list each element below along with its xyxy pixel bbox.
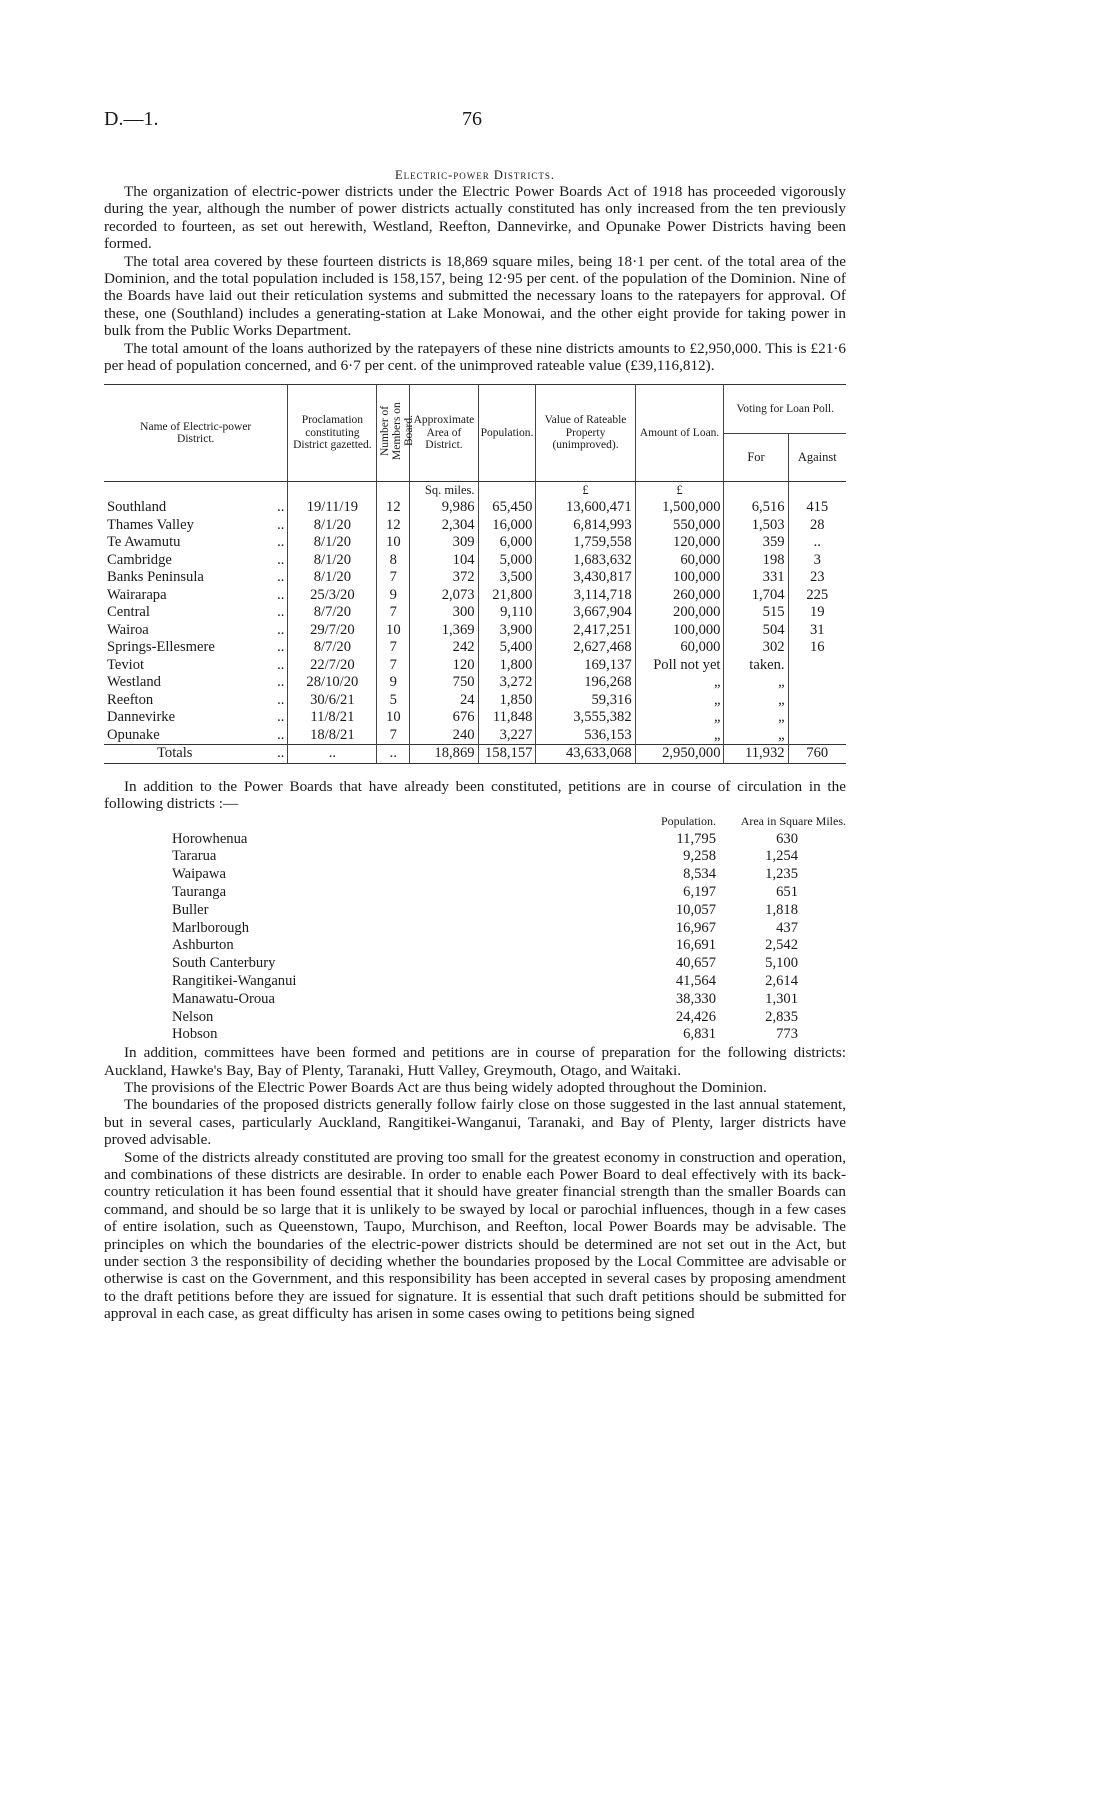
cell-date: 8/1/20	[288, 534, 377, 552]
petition-population: 11,795	[676, 830, 716, 847]
petition-population: 16,967	[675, 919, 716, 936]
cell-value: 13,600,471	[536, 499, 635, 517]
cell-loan: 100,000	[635, 622, 724, 640]
header-district-name: Name of Electric-power District.	[104, 385, 288, 482]
total-against: 760	[788, 745, 846, 764]
district-name: Thames Valley	[107, 516, 194, 533]
petition-area: 773	[776, 1026, 798, 1043]
unit-area: Sq. miles.	[410, 481, 478, 499]
cell-value: 1,759,558	[536, 534, 635, 552]
header-rateable-value: Value of Rateable Property (unimproved).	[536, 385, 635, 482]
petition-area: 1,818	[765, 901, 798, 918]
cell-area: 104	[410, 552, 478, 570]
cell-loan: 120,000	[635, 534, 724, 552]
cell-for: 331	[724, 569, 788, 587]
table-row: Reefton .. 30/6/21 5 24 1,850 59,316 „ „	[104, 692, 846, 710]
cell-loan: Poll not yet	[635, 657, 724, 675]
totals-label: Totals	[157, 745, 193, 762]
list-item	[172, 955, 846, 973]
cell-against: 23	[788, 569, 846, 587]
cell-value: 3,114,718	[536, 587, 635, 605]
petition-district: Rangitikei-Wanganui	[172, 972, 297, 989]
list-item	[172, 937, 846, 955]
section-title: Electric-power Districts.	[394, 168, 556, 182]
page-number: 76	[462, 108, 482, 130]
cell-area: 1,369	[410, 622, 478, 640]
cell-area: 120	[410, 657, 478, 675]
cell-value: 59,316	[536, 692, 635, 710]
petition-population: 6,197	[683, 883, 716, 900]
table-row: Westland .. 28/10/20 9 750 3,272 196,268 „ „	[104, 674, 846, 692]
petitions-header-population: Population.	[660, 813, 716, 828]
cell-date: 18/8/21	[288, 727, 377, 745]
header-area: Approximate Area of District.	[410, 385, 478, 482]
district-name: Southland	[107, 499, 167, 516]
petition-district: Waipawa	[172, 866, 226, 883]
cell-against: ..	[788, 534, 846, 552]
cell-date: 8/7/20	[288, 639, 377, 657]
cell-value: 3,667,904	[536, 604, 635, 622]
cell-members: 7	[377, 727, 410, 745]
cell-area: 309	[410, 534, 478, 552]
cell-date: 8/7/20	[288, 604, 377, 622]
cell-area: 2,304	[410, 517, 478, 535]
cell-population: 16,000	[478, 517, 536, 535]
table-row: Banks Peninsula .. 8/1/20 7 372 3,500 3,430,817 100,000 331 23	[104, 569, 846, 587]
list-item	[172, 1009, 846, 1027]
cell-against	[788, 727, 846, 745]
total-area: 18,869	[410, 745, 478, 764]
cell-members: 7	[377, 639, 410, 657]
cell-members: 9	[377, 587, 410, 605]
header-loan: Amount of Loan.	[635, 385, 724, 482]
cell-population: 9,110	[478, 604, 536, 622]
petition-area: 1,235	[765, 866, 798, 883]
cell-population: 65,450	[478, 499, 536, 517]
cell-against: 31	[788, 622, 846, 640]
cell-value: 196,268	[536, 674, 635, 692]
list-item	[172, 866, 846, 884]
cell-loan: „	[635, 692, 724, 710]
cell-members: 9	[377, 674, 410, 692]
cell-for: „	[724, 692, 788, 710]
cell-date: 30/6/21	[288, 692, 377, 710]
table-row: Cambridge .. 8/1/20 8 104 5,000 1,683,632 60,000 198 3	[104, 552, 846, 570]
cell-loan: 550,000	[635, 517, 724, 535]
cell-against	[788, 709, 846, 727]
petition-district: Tararua	[172, 848, 217, 865]
total-for: 11,932	[724, 745, 788, 764]
list-item	[172, 884, 846, 902]
petition-population: 9,258	[683, 848, 716, 865]
cell-value: 2,417,251	[536, 622, 635, 640]
intro-paragraph-1: The organization of electric-power districts under the Electric Power Boards Act of 1918 has proceeded vigorously during the year, although the number of power districts actually constituted has only increased from the ten previously recorded to fourteen, as set out herewith, Westland, Reefton, Dannevirke, and Opunake Power Districts having been formed.	[104, 183, 846, 253]
unit-value: £	[536, 481, 635, 499]
cell-against	[788, 674, 846, 692]
cell-loan: 60,000	[635, 639, 724, 657]
petition-district: Marlborough	[172, 919, 250, 936]
district-name: Reefton	[107, 691, 154, 708]
petition-district: Ashburton	[172, 937, 234, 954]
table-row: Thames Valley .. 8/1/20 12 2,304 16,000 6,814,993 550,000 1,503 28	[104, 517, 846, 535]
cell-population: 1,850	[478, 692, 536, 710]
petition-population: 38,330	[675, 990, 716, 1007]
cell-area: 24	[410, 692, 478, 710]
cell-date: 29/7/20	[288, 622, 377, 640]
district-name: Te Awamutu	[107, 534, 181, 551]
cell-loan: „	[635, 727, 724, 745]
cell-population: 1,800	[478, 657, 536, 675]
cell-area: 750	[410, 674, 478, 692]
cell-loan: 200,000	[635, 604, 724, 622]
table-row: Southland .. 19/11/19 12 9,986 65,450 13,600,471 1,500,000 6,516 415	[104, 499, 846, 517]
cell-for: 1,503	[724, 517, 788, 535]
cell-against: 19	[788, 604, 846, 622]
cell-value: 536,153	[536, 727, 635, 745]
header-against: Against	[788, 433, 846, 481]
cell-members: 7	[377, 569, 410, 587]
header-proclamation: Proclamation constituting District gazetted.	[288, 385, 377, 482]
cell-members: 5	[377, 692, 410, 710]
cell-population: 11,848	[478, 709, 536, 727]
petition-population: 24,426	[675, 1008, 716, 1025]
cell-for: 359	[724, 534, 788, 552]
cell-against: 225	[788, 587, 846, 605]
cell-members: 10	[377, 709, 410, 727]
cell-area: 300	[410, 604, 478, 622]
list-item	[172, 848, 846, 866]
cell-loan: 60,000	[635, 552, 724, 570]
district-name: Central	[107, 604, 150, 621]
list-item	[172, 920, 846, 938]
petition-district: Nelson	[172, 1008, 214, 1025]
closing-paragraph-1: In addition, committees have been formed and petitions are in course of preparation for the following districts: Auckland, Hawke's Bay, Bay of Plenty, Taranaki, Hutt Valley, Greymouth, Otago, and Waitaki.	[104, 1044, 846, 1079]
totals-row: Totals .. .. .. 18,869 158,157 43,633,068 2,950,000 11,932 760	[104, 745, 846, 764]
cell-members: 12	[377, 499, 410, 517]
cell-for: 515	[724, 604, 788, 622]
district-name: Cambridge	[107, 551, 172, 568]
header-members: Number of Members on Board.	[377, 385, 410, 482]
petition-district: South Canterbury	[172, 955, 276, 972]
table-row: Springs-Ellesmere .. 8/7/20 7 242 5,400 2,627,468 60,000 302 16	[104, 639, 846, 657]
list-item	[172, 973, 846, 991]
cell-loan: 100,000	[635, 569, 724, 587]
cell-against: 28	[788, 517, 846, 535]
total-loan: 2,950,000	[635, 745, 724, 764]
intro-paragraph-3: The total amount of the loans authorized by the ratepayers of these nine districts amounts to £2,950,000. This is £21·6 per head of population concerned, and 6·7 per cent. of the unimproved rateable value (£39,116,812).	[104, 339, 846, 375]
cell-population: 21,800	[478, 587, 536, 605]
petition-population: 40,657	[675, 955, 716, 972]
cell-against: 16	[788, 639, 846, 657]
petition-population: 41,564	[675, 972, 716, 989]
list-item	[172, 991, 846, 1009]
closing-paragraph-2: The provisions of the Electric Power Boards Act are thus being widely adopted throughout the Dominion.	[124, 1078, 767, 1096]
unit-loan: £	[635, 481, 724, 499]
cell-population: 3,227	[478, 727, 536, 745]
cell-value: 1,683,632	[536, 552, 635, 570]
page-body	[104, 168, 846, 1323]
petition-district: Manawatu-Oroua	[172, 990, 275, 1007]
cell-against: 415	[788, 499, 846, 517]
district-name: Opunake	[107, 726, 160, 743]
petition-area: 651	[776, 883, 798, 900]
districts-table	[104, 384, 846, 764]
cell-against: 3	[788, 552, 846, 570]
section-reference: D.—1.	[104, 108, 159, 130]
table-row: Te Awamutu .. 8/1/20 10 309 6,000 1,759,558 120,000 359 ..	[104, 534, 846, 552]
petition-area: 2,542	[765, 937, 798, 954]
cell-date: 8/1/20	[288, 517, 377, 535]
cell-date: 8/1/20	[288, 552, 377, 570]
closing-paragraph-4: Some of the districts already constituted are proving too small for the greatest economy in construction and operation, and combinations of these districts are desirable. In order to enable each Power Board to deal effectively with its back-country reticulation it has been found essential that it should have greater financial strength than the smaller Boards can command, and should be so large that it is unlikely to be swayed by local or parochial influences, though in a few cases of entire isolation, such as Queenstown, Taupo, Murchison, and Reefton, local Power Boards may be advisable. The principles on which the boundaries of the electric-power districts should be determined are not set out in the Act, but under section 3 the responsibility of deciding whether the boundaries proposed by the Local Committee are advisable or otherwise is cast on the Government, and this responsibility has been accepted in several cases by proposing amendment to the draft petitions before they are issued for signature. It is essential that such draft petitions should be submitted for approval in each case, as great difficulty has arisen in some cases owing to petitions being signed	[104, 1148, 846, 1323]
cell-for: taken.	[724, 657, 788, 675]
petition-district: Hobson	[172, 1026, 218, 1043]
cell-population: 3,500	[478, 569, 536, 587]
list-item	[172, 831, 846, 849]
list-item	[172, 902, 846, 920]
cell-date: 11/8/21	[288, 709, 377, 727]
header-voting: Voting for Loan Poll.	[724, 385, 846, 433]
cell-value: 3,555,382	[536, 709, 635, 727]
cell-members: 7	[377, 604, 410, 622]
petition-area: 630	[776, 830, 798, 847]
cell-members: 12	[377, 517, 410, 535]
cell-value: 2,627,468	[536, 639, 635, 657]
cell-for: „	[724, 674, 788, 692]
table-row: Dannevirke .. 11/8/21 10 676 11,848 3,555,382 „ „	[104, 709, 846, 727]
intro-paragraph-2: The total area covered by these fourteen districts is 18,869 square miles, being 18·1 per cent. of the total area of the Dominion, and the total population included is 158,157, being 12·95 per cent. of the population of the Dominion. Nine of the Boards have laid out their reticulation systems and submitted the necessary loans to the ratepayers for approval. Of these, one (Southland) includes a generating-station at Lake Monowai, and the other eight provide for taking power in bulk from the Public Works Department.	[104, 252, 846, 340]
cell-for: 198	[724, 552, 788, 570]
district-name: Westland	[107, 674, 161, 691]
total-value: 43,633,068	[536, 745, 635, 764]
cell-value: 6,814,993	[536, 517, 635, 535]
petition-area: 2,835	[765, 1008, 798, 1025]
petition-area: 1,301	[765, 990, 798, 1007]
petition-population: 10,057	[675, 901, 716, 918]
table-row: Wairoa .. 29/7/20 10 1,369 3,900 2,417,251 100,000 504 31	[104, 622, 846, 640]
cell-date: 19/11/19	[288, 499, 377, 517]
cell-loan: „	[635, 674, 724, 692]
table-row: Central .. 8/7/20 7 300 9,110 3,667,904 200,000 515 19	[104, 604, 846, 622]
cell-loan: „	[635, 709, 724, 727]
cell-members: 8	[377, 552, 410, 570]
district-name: Wairarapa	[107, 586, 167, 603]
petitions-header-area: Area in Square Miles.	[740, 813, 846, 828]
cell-against	[788, 657, 846, 675]
petitions-table	[172, 813, 846, 1044]
petition-population: 8,534	[683, 866, 716, 883]
district-name: Teviot	[107, 656, 145, 673]
cell-population: 6,000	[478, 534, 536, 552]
petition-area: 1,254	[765, 848, 798, 865]
cell-for: „	[724, 709, 788, 727]
cell-population: 5,400	[478, 639, 536, 657]
cell-for: 6,516	[724, 499, 788, 517]
cell-for: 1,704	[724, 587, 788, 605]
petition-area: 2,614	[765, 972, 798, 989]
cell-date: 28/10/20	[288, 674, 377, 692]
district-name: Banks Peninsula	[107, 569, 204, 586]
cell-population: 3,900	[478, 622, 536, 640]
cell-loan: 260,000	[635, 587, 724, 605]
cell-date: 22/7/20	[288, 657, 377, 675]
table-row: Teviot .. 22/7/20 7 120 1,800 169,137 Poll not yet taken.	[104, 657, 846, 675]
petition-area: 5,100	[765, 955, 798, 972]
district-name: Dannevirke	[107, 709, 176, 726]
cell-area: 242	[410, 639, 478, 657]
cell-against	[788, 692, 846, 710]
cell-population: 5,000	[478, 552, 536, 570]
cell-for: 302	[724, 639, 788, 657]
petition-population: 6,831	[683, 1026, 716, 1043]
cell-members: 7	[377, 657, 410, 675]
cell-for: 504	[724, 622, 788, 640]
list-item	[172, 1026, 846, 1044]
cell-value: 3,430,817	[536, 569, 635, 587]
table-row: Wairarapa .. 25/3/20 9 2,073 21,800 3,114,718 260,000 1,704 225	[104, 587, 846, 605]
cell-area: 240	[410, 727, 478, 745]
cell-for: „	[724, 727, 788, 745]
total-population: 158,157	[478, 745, 536, 764]
cell-date: 8/1/20	[288, 569, 377, 587]
closing-paragraph-3: The boundaries of the proposed districts generally follow fairly close on those suggested in the last annual statement, but in several cases, particularly Auckland, Rangitikei-Wanganui, Taranaki, and Bay of Plenty, larger districts have proved advisable.	[104, 1096, 846, 1149]
petition-district: Horowhenua	[172, 830, 248, 847]
petition-area: 437	[776, 919, 798, 936]
cell-area: 2,073	[410, 587, 478, 605]
cell-loan: 1,500,000	[635, 499, 724, 517]
cell-area: 372	[410, 569, 478, 587]
cell-date: 25/3/20	[288, 587, 377, 605]
petitions-intro: In addition to the Power Boards that have already been constituted, petitions are in course of circulation in the following districts :—	[104, 777, 846, 813]
units-row	[104, 481, 846, 499]
table-row: Opunake .. 18/8/21 7 240 3,227 536,153 „ „	[104, 727, 846, 745]
cell-population: 3,272	[478, 674, 536, 692]
district-name: Wairoa	[107, 621, 149, 638]
petition-district: Tauranga	[172, 883, 227, 900]
petition-district: Buller	[172, 901, 209, 918]
cell-value: 169,137	[536, 657, 635, 675]
cell-members: 10	[377, 622, 410, 640]
cell-area: 9,986	[410, 499, 478, 517]
cell-area: 676	[410, 709, 478, 727]
cell-members: 10	[377, 534, 410, 552]
header-for: For	[724, 433, 788, 481]
district-name: Springs-Ellesmere	[107, 639, 215, 656]
petition-population: 16,691	[675, 937, 716, 954]
header-population: Population.	[478, 385, 536, 482]
